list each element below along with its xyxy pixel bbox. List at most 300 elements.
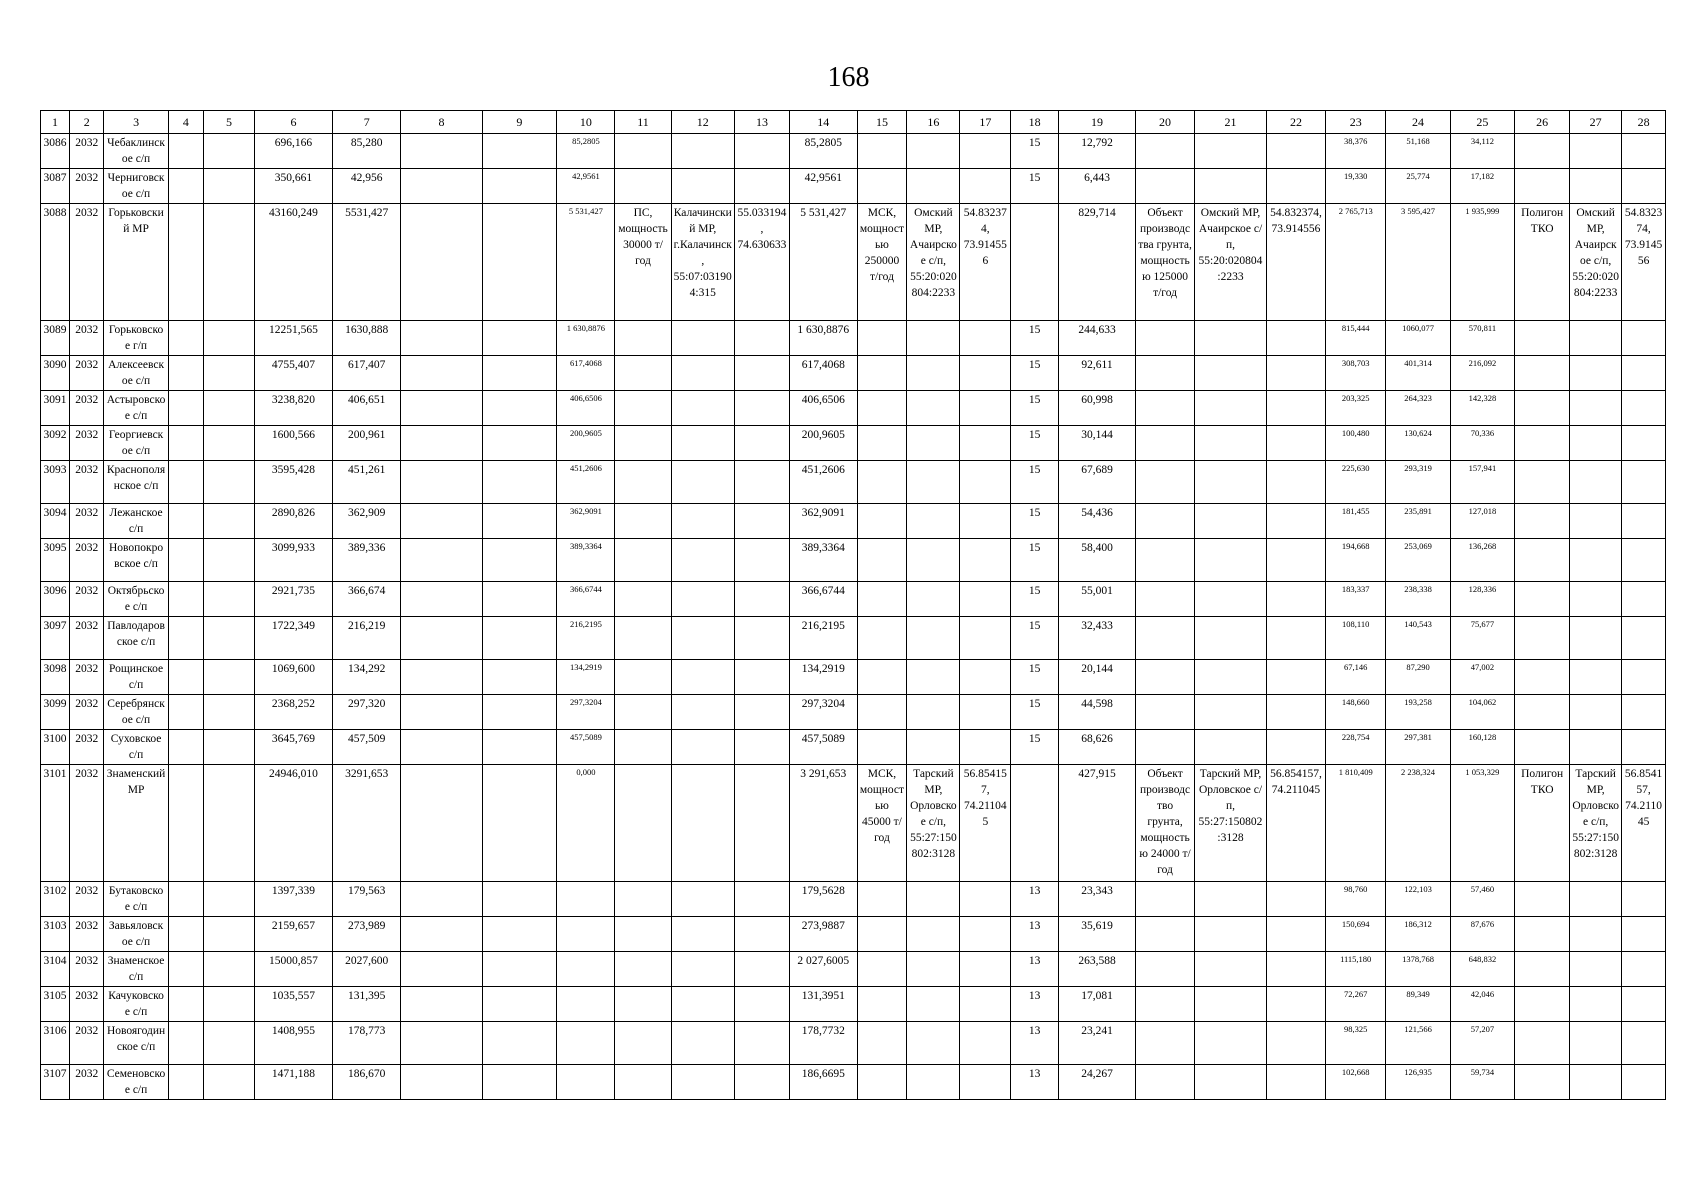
table-cell: [557, 1065, 615, 1100]
table-cell: 366,6744: [557, 582, 615, 617]
table-cell: [168, 321, 203, 356]
table-cell: [168, 204, 203, 321]
table-cell: Семеновское с/п: [104, 1065, 168, 1100]
table-cell: [615, 504, 671, 539]
table-cell: 85,2805: [557, 134, 615, 169]
table-cell: 200,9605: [557, 426, 615, 461]
table-cell: Лежанское с/п: [104, 504, 168, 539]
table-cell: [1622, 461, 1666, 504]
table-cell: [734, 169, 789, 204]
table-cell: [615, 695, 671, 730]
column-header: 2: [70, 111, 104, 134]
table-cell: [557, 882, 615, 917]
table-cell: 55,001: [1059, 582, 1136, 617]
table-cell: 15: [1011, 660, 1059, 695]
table-cell: 427,915: [1059, 765, 1136, 882]
table-cell: [734, 539, 789, 582]
table-cell: [671, 461, 734, 504]
table-cell: 179,563: [332, 882, 401, 917]
table-cell: [1195, 356, 1267, 391]
table-cell: Полигон ТКО: [1515, 765, 1570, 882]
table-cell: [1135, 539, 1194, 582]
table-cell: [1266, 1065, 1325, 1100]
table-row: [41, 917, 1666, 952]
table-cell: [1622, 169, 1666, 204]
table-cell: [1195, 617, 1267, 660]
table-cell: 200,961: [332, 426, 401, 461]
table-cell: 150,694: [1326, 917, 1386, 952]
table-cell: Объект производство грунта, мощностью 24000 т/год: [1135, 765, 1194, 882]
table-cell: [482, 426, 557, 461]
table-cell: [1570, 356, 1622, 391]
table-cell: [1135, 730, 1194, 765]
table-cell: [482, 1065, 557, 1100]
table-cell: 15: [1011, 730, 1059, 765]
table-cell: [482, 1022, 557, 1065]
table-cell: [1011, 204, 1059, 321]
table-cell: [1515, 169, 1570, 204]
table-cell: [401, 917, 482, 952]
table-cell: [615, 169, 671, 204]
table-cell: [1266, 356, 1325, 391]
table-cell: МСК, мощностью 45000 т/год: [857, 765, 907, 882]
column-header: 16: [907, 111, 960, 134]
table-cell: [1622, 1022, 1666, 1065]
table-cell: [204, 321, 255, 356]
table-cell: 127,018: [1450, 504, 1514, 539]
table-cell: 2032: [70, 730, 104, 765]
table-row: [41, 321, 1666, 356]
table-cell: [1135, 1065, 1194, 1100]
table-row: [41, 426, 1666, 461]
table-cell: [1195, 1065, 1267, 1100]
table-cell: [204, 882, 255, 917]
table-cell: [1135, 356, 1194, 391]
table-cell: 3238,820: [254, 391, 332, 426]
table-cell: [1135, 391, 1194, 426]
table-cell: [907, 695, 960, 730]
table-cell: 100,480: [1326, 426, 1386, 461]
table-cell: 15: [1011, 539, 1059, 582]
table-cell: Новоягодинское с/п: [104, 1022, 168, 1065]
table-cell: 3091: [41, 391, 70, 426]
table-cell: [615, 987, 671, 1022]
table-cell: [1570, 426, 1622, 461]
table-cell: 2032: [70, 882, 104, 917]
table-cell: 56.854157, 74.211045: [960, 765, 1011, 882]
table-cell: 238,338: [1386, 582, 1450, 617]
table-cell: Суховское с/п: [104, 730, 168, 765]
table-cell: 13: [1011, 987, 1059, 1022]
table-cell: [482, 169, 557, 204]
table-cell: 13: [1011, 952, 1059, 987]
table-cell: [1515, 426, 1570, 461]
table-cell: 3104: [41, 952, 70, 987]
table-cell: 216,2195: [790, 617, 858, 660]
column-header: 24: [1386, 111, 1450, 134]
table-cell: 264,323: [1386, 391, 1450, 426]
table-cell: 15: [1011, 504, 1059, 539]
table-cell: [482, 952, 557, 987]
table-cell: [401, 321, 482, 356]
table-cell: [734, 1022, 789, 1065]
table-cell: [482, 504, 557, 539]
table-cell: 253,069: [1386, 539, 1450, 582]
table-cell: [204, 987, 255, 1022]
table-cell: [1266, 461, 1325, 504]
table-cell: 389,3364: [557, 539, 615, 582]
table-cell: [907, 391, 960, 426]
table-cell: 89,349: [1386, 987, 1450, 1022]
table-cell: [1515, 134, 1570, 169]
table-cell: [482, 582, 557, 617]
table-row: [41, 134, 1666, 169]
column-header: 5: [204, 111, 255, 134]
table-cell: 179,5628: [790, 882, 858, 917]
table-cell: 136,268: [1450, 539, 1514, 582]
table-cell: 451,2606: [557, 461, 615, 504]
table-cell: 401,314: [1386, 356, 1450, 391]
table-cell: [204, 660, 255, 695]
table-cell: [1266, 582, 1325, 617]
table-cell: 1 810,409: [1326, 765, 1386, 882]
table-cell: [615, 539, 671, 582]
table-cell: 42,956: [332, 169, 401, 204]
table-cell: [1195, 539, 1267, 582]
table-cell: [1570, 134, 1622, 169]
table-cell: 3090: [41, 356, 70, 391]
table-cell: [960, 882, 1011, 917]
table-cell: 32,433: [1059, 617, 1136, 660]
table-cell: [401, 356, 482, 391]
table-cell: [401, 660, 482, 695]
table-cell: [1266, 660, 1325, 695]
table-cell: [615, 730, 671, 765]
table-cell: 142,328: [1450, 391, 1514, 426]
table-cell: 131,3951: [790, 987, 858, 1022]
table-cell: 5 531,427: [557, 204, 615, 321]
table-cell: [857, 321, 907, 356]
data-table: [40, 110, 1666, 1100]
table-cell: 3086: [41, 134, 70, 169]
table-cell: 3645,769: [254, 730, 332, 765]
table-cell: [960, 461, 1011, 504]
table-cell: 2032: [70, 1022, 104, 1065]
table-row: [41, 204, 1666, 321]
table-cell: 19,330: [1326, 169, 1386, 204]
table-cell: 2032: [70, 987, 104, 1022]
table-cell: 648,832: [1450, 952, 1514, 987]
table-cell: 617,407: [332, 356, 401, 391]
table-cell: [401, 391, 482, 426]
table-cell: 829,714: [1059, 204, 1136, 321]
table-cell: Октябрьское с/п: [104, 582, 168, 617]
table-cell: [482, 987, 557, 1022]
column-header: 12: [671, 111, 734, 134]
table-cell: ПС, мощность 30000 т/год: [615, 204, 671, 321]
table-cell: 122,103: [1386, 882, 1450, 917]
table-cell: Бутаковское с/п: [104, 882, 168, 917]
table-cell: [1195, 917, 1267, 952]
table-cell: 186,670: [332, 1065, 401, 1100]
table-cell: 12,792: [1059, 134, 1136, 169]
table-cell: [907, 617, 960, 660]
table-cell: [1622, 917, 1666, 952]
table-cell: [1266, 952, 1325, 987]
table-cell: [960, 660, 1011, 695]
table-cell: [482, 617, 557, 660]
table-row: [41, 539, 1666, 582]
table-cell: Знаменский МР: [104, 765, 168, 882]
table-cell: 2368,252: [254, 695, 332, 730]
table-cell: Рощинское с/п: [104, 660, 168, 695]
table-cell: 148,660: [1326, 695, 1386, 730]
table-cell: [1570, 952, 1622, 987]
table-cell: [401, 539, 482, 582]
table-cell: 87,290: [1386, 660, 1450, 695]
table-cell: [204, 426, 255, 461]
table-cell: 1035,557: [254, 987, 332, 1022]
table-row: [41, 356, 1666, 391]
table-cell: 696,166: [254, 134, 332, 169]
table-cell: [960, 582, 1011, 617]
table-cell: [907, 917, 960, 952]
table-cell: 3107: [41, 1065, 70, 1100]
table-cell: 1 935,999: [1450, 204, 1514, 321]
table-cell: [1570, 391, 1622, 426]
table-cell: [482, 461, 557, 504]
table-cell: 134,2919: [557, 660, 615, 695]
table-cell: [1195, 321, 1267, 356]
table-cell: [671, 356, 734, 391]
table-cell: 193,258: [1386, 695, 1450, 730]
table-cell: 43160,249: [254, 204, 332, 321]
table-cell: 2 238,324: [1386, 765, 1450, 882]
table-cell: [734, 356, 789, 391]
column-header: 17: [960, 111, 1011, 134]
table-cell: 24946,010: [254, 765, 332, 882]
table-cell: [168, 730, 203, 765]
table-cell: [857, 582, 907, 617]
table-cell: [1195, 952, 1267, 987]
table-cell: [1622, 730, 1666, 765]
table-cell: 51,168: [1386, 134, 1450, 169]
table-cell: [960, 1065, 1011, 1100]
table-cell: 2890,826: [254, 504, 332, 539]
table-cell: 54,436: [1059, 504, 1136, 539]
table-cell: 15: [1011, 461, 1059, 504]
table-cell: [1135, 917, 1194, 952]
table-row: [41, 1022, 1666, 1065]
table-cell: [1515, 1065, 1570, 1100]
table-cell: 263,588: [1059, 952, 1136, 987]
table-cell: [671, 952, 734, 987]
table-cell: [1570, 695, 1622, 730]
table-cell: [204, 204, 255, 321]
table-cell: [1266, 695, 1325, 730]
table-cell: Краснополянское с/п: [104, 461, 168, 504]
table-cell: [401, 426, 482, 461]
table-cell: 3098: [41, 660, 70, 695]
table-cell: 235,891: [1386, 504, 1450, 539]
table-cell: [1135, 461, 1194, 504]
table-cell: 457,509: [332, 730, 401, 765]
table-cell: [1570, 461, 1622, 504]
table-cell: [615, 356, 671, 391]
table-cell: 23,241: [1059, 1022, 1136, 1065]
column-header: 27: [1570, 111, 1622, 134]
table-cell: 3095: [41, 539, 70, 582]
table-cell: 3087: [41, 169, 70, 204]
table-cell: [1622, 426, 1666, 461]
table-cell: [671, 582, 734, 617]
table-cell: [857, 695, 907, 730]
table-cell: 362,9091: [557, 504, 615, 539]
table-cell: 24,267: [1059, 1065, 1136, 1100]
table-cell: 2032: [70, 617, 104, 660]
table-cell: [907, 539, 960, 582]
table-cell: 389,3364: [790, 539, 858, 582]
table-cell: 2032: [70, 356, 104, 391]
table-cell: 55.033194, 74.630633: [734, 204, 789, 321]
table-cell: [615, 917, 671, 952]
table-cell: [401, 134, 482, 169]
table-cell: 59,734: [1450, 1065, 1514, 1100]
table-cell: [1515, 582, 1570, 617]
table-cell: [1622, 391, 1666, 426]
table-cell: [734, 987, 789, 1022]
table-cell: [960, 695, 1011, 730]
table-cell: [168, 134, 203, 169]
table-cell: [1570, 1022, 1622, 1065]
table-cell: 68,626: [1059, 730, 1136, 765]
table-row: [41, 169, 1666, 204]
table-cell: 15: [1011, 134, 1059, 169]
table-cell: 15: [1011, 426, 1059, 461]
table-cell: 293,319: [1386, 461, 1450, 504]
table-cell: [204, 356, 255, 391]
table-cell: 451,2606: [790, 461, 858, 504]
table-cell: 1408,955: [254, 1022, 332, 1065]
table-cell: [907, 426, 960, 461]
table-cell: Омский МР, Ачаирское с/п, 55:20:020804:2233: [1195, 204, 1267, 321]
page-number: 168: [827, 62, 870, 93]
table-cell: 815,444: [1326, 321, 1386, 356]
table-cell: 2032: [70, 204, 104, 321]
table-row: [41, 730, 1666, 765]
table-cell: [401, 730, 482, 765]
table-cell: [615, 426, 671, 461]
table-cell: Астыровское с/п: [104, 391, 168, 426]
table-cell: [168, 356, 203, 391]
table-cell: [960, 730, 1011, 765]
table-cell: 92,611: [1059, 356, 1136, 391]
table-cell: [482, 882, 557, 917]
table-cell: [401, 1022, 482, 1065]
table-cell: [671, 1065, 734, 1100]
table-cell: [1135, 321, 1194, 356]
table-cell: [1570, 539, 1622, 582]
table-cell: 186,312: [1386, 917, 1450, 952]
table-cell: 3100: [41, 730, 70, 765]
table-cell: 56.854157, 74.211045: [1622, 765, 1666, 882]
table-cell: 6,443: [1059, 169, 1136, 204]
table-cell: 98,760: [1326, 882, 1386, 917]
table-cell: Омский МР, Ачаирское с/п, 55:20:020804:2233: [1570, 204, 1622, 321]
table-cell: 2 027,6005: [790, 952, 858, 987]
table-cell: [615, 882, 671, 917]
table-cell: [671, 730, 734, 765]
table-cell: [857, 504, 907, 539]
table-cell: 72,267: [1326, 987, 1386, 1022]
table-cell: [907, 504, 960, 539]
table-row: [41, 987, 1666, 1022]
table-cell: [671, 504, 734, 539]
table-cell: [1266, 504, 1325, 539]
table-cell: [1266, 617, 1325, 660]
table-cell: [907, 660, 960, 695]
table-cell: 13: [1011, 1065, 1059, 1100]
table-cell: [204, 391, 255, 426]
table-cell: [960, 539, 1011, 582]
table-cell: 1600,566: [254, 426, 332, 461]
table-cell: 47,002: [1450, 660, 1514, 695]
table-cell: [168, 987, 203, 1022]
table-cell: [1622, 987, 1666, 1022]
table-cell: 2032: [70, 321, 104, 356]
table-cell: 12251,565: [254, 321, 332, 356]
table-cell: [168, 461, 203, 504]
table-cell: 457,5089: [557, 730, 615, 765]
table-row: [41, 504, 1666, 539]
table-cell: [1266, 987, 1325, 1022]
table-cell: 121,566: [1386, 1022, 1450, 1065]
table-cell: [857, 426, 907, 461]
table-cell: 2032: [70, 1065, 104, 1100]
table-cell: 2 765,713: [1326, 204, 1386, 321]
table-cell: 3103: [41, 917, 70, 952]
table-cell: 1115,180: [1326, 952, 1386, 987]
table-cell: 3105: [41, 987, 70, 1022]
table-cell: Георгиевское с/п: [104, 426, 168, 461]
table-cell: [1195, 730, 1267, 765]
table-row: [41, 617, 1666, 660]
table-cell: [960, 504, 1011, 539]
table-row: [41, 1065, 1666, 1100]
table-cell: Калачинский МР, г.Калачинск, 55:07:031904:315: [671, 204, 734, 321]
table-cell: 406,6506: [790, 391, 858, 426]
table-cell: 366,674: [332, 582, 401, 617]
table-cell: [1570, 169, 1622, 204]
table-cell: 128,336: [1450, 582, 1514, 617]
table-cell: 216,092: [1450, 356, 1514, 391]
table-cell: [1622, 321, 1666, 356]
table-cell: 297,3204: [557, 695, 615, 730]
table-cell: 57,207: [1450, 1022, 1514, 1065]
table-cell: [960, 426, 1011, 461]
table-cell: [1135, 695, 1194, 730]
table-cell: 366,6744: [790, 582, 858, 617]
table-cell: Тарский МР, Орловское с/п, 55:27:150802:3128: [907, 765, 960, 882]
table-cell: [907, 1065, 960, 1100]
table-cell: [168, 426, 203, 461]
table-cell: 406,651: [332, 391, 401, 426]
table-cell: [1135, 1022, 1194, 1065]
table-row: [41, 695, 1666, 730]
table-cell: [857, 356, 907, 391]
table-cell: [1622, 695, 1666, 730]
table-cell: 20,144: [1059, 660, 1136, 695]
